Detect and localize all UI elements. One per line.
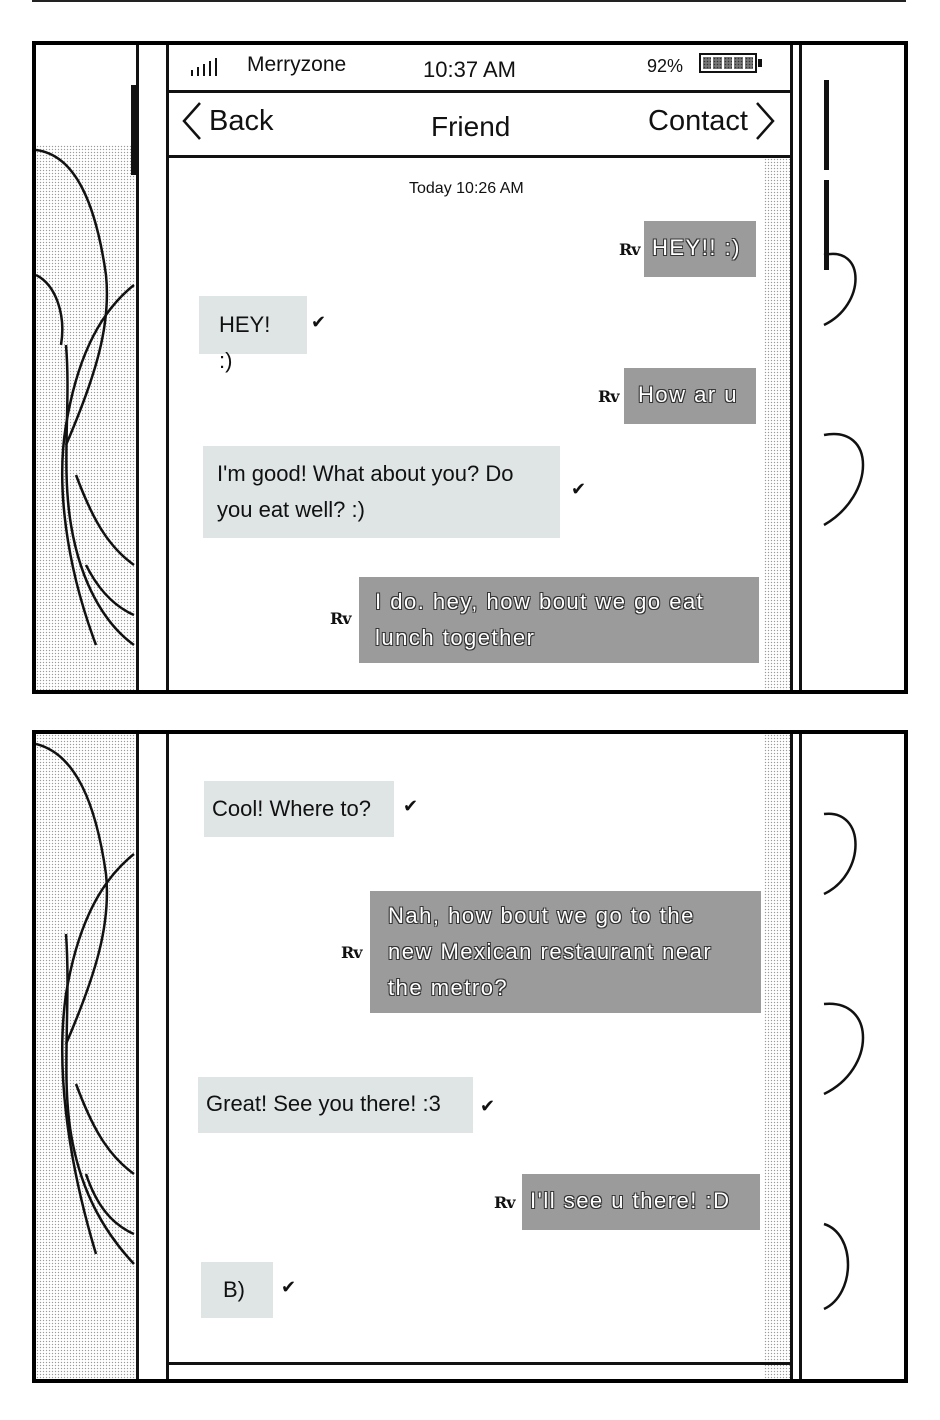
message-bubble-incoming[interactable]: I'm good! What about you? Do you eat well? :): [203, 446, 560, 538]
screen-bottom-edge: [169, 1362, 790, 1365]
delivered-check-icon: ✔: [571, 479, 587, 500]
phone-bezel-right: [790, 730, 793, 1383]
status-clock: 10:37 AM: [423, 57, 516, 82]
phone-screen: [169, 45, 790, 690]
message-bubble-incoming[interactable]: Great! See you there! :3: [198, 1077, 473, 1133]
delivered-check-icon: ✔: [281, 1277, 297, 1298]
delivered-check-icon: ✔: [480, 1096, 496, 1117]
read-receipt: Rv: [494, 1193, 515, 1212]
read-receipt: Rv: [341, 943, 362, 962]
conversation-title: Friend: [431, 111, 511, 142]
delivered-check-icon: ✔: [403, 796, 419, 817]
phone-bezel-right: [790, 41, 793, 694]
message-bubble-outgoing[interactable]: I'll see u there! :D: [522, 1174, 760, 1230]
screen-screentone: [764, 155, 790, 694]
signal-strength-icon: [191, 58, 217, 76]
comic-panel-1: [32, 41, 908, 694]
back-button[interactable]: [181, 101, 273, 141]
delivered-check-icon: ✔: [311, 312, 327, 333]
message-bubble-incoming[interactable]: Cool! Where to?: [204, 781, 394, 837]
battery-icon: [699, 53, 757, 73]
message-bubble-incoming[interactable]: HEY! :): [199, 296, 307, 354]
contact-button[interactable]: [648, 101, 776, 141]
message-bubble-incoming[interactable]: B): [201, 1262, 273, 1318]
battery-percent: 92%: [647, 56, 684, 76]
back-label: Back: [209, 104, 274, 137]
read-receipt: Rv: [619, 240, 640, 259]
message-bubble-outgoing[interactable]: How ar u: [624, 368, 756, 424]
read-receipt: Rv: [598, 387, 619, 406]
phone-screen: [169, 734, 790, 1379]
message-bubble-outgoing[interactable]: I do. hey, how bout we go eat lunch together: [359, 577, 759, 663]
carrier-name: Merryzone: [247, 53, 347, 76]
screen-screentone: [764, 734, 790, 1379]
nav-bar: [169, 93, 790, 158]
status-bar: [169, 45, 790, 93]
conversation-timestamp: Today 10:26 AM: [409, 180, 524, 197]
chevron-right-icon: [754, 101, 776, 141]
message-bubble-outgoing[interactable]: Nah, how bout we go to the new Mexican restaurant near the metro?: [370, 891, 761, 1013]
page-top-rule: [32, 0, 906, 2]
contact-label: Contact: [648, 104, 748, 137]
comic-panel-2: [32, 730, 908, 1383]
message-bubble-outgoing[interactable]: HEY!! :): [644, 221, 756, 277]
read-receipt: Rv: [330, 609, 351, 628]
chevron-left-icon: [181, 101, 203, 141]
